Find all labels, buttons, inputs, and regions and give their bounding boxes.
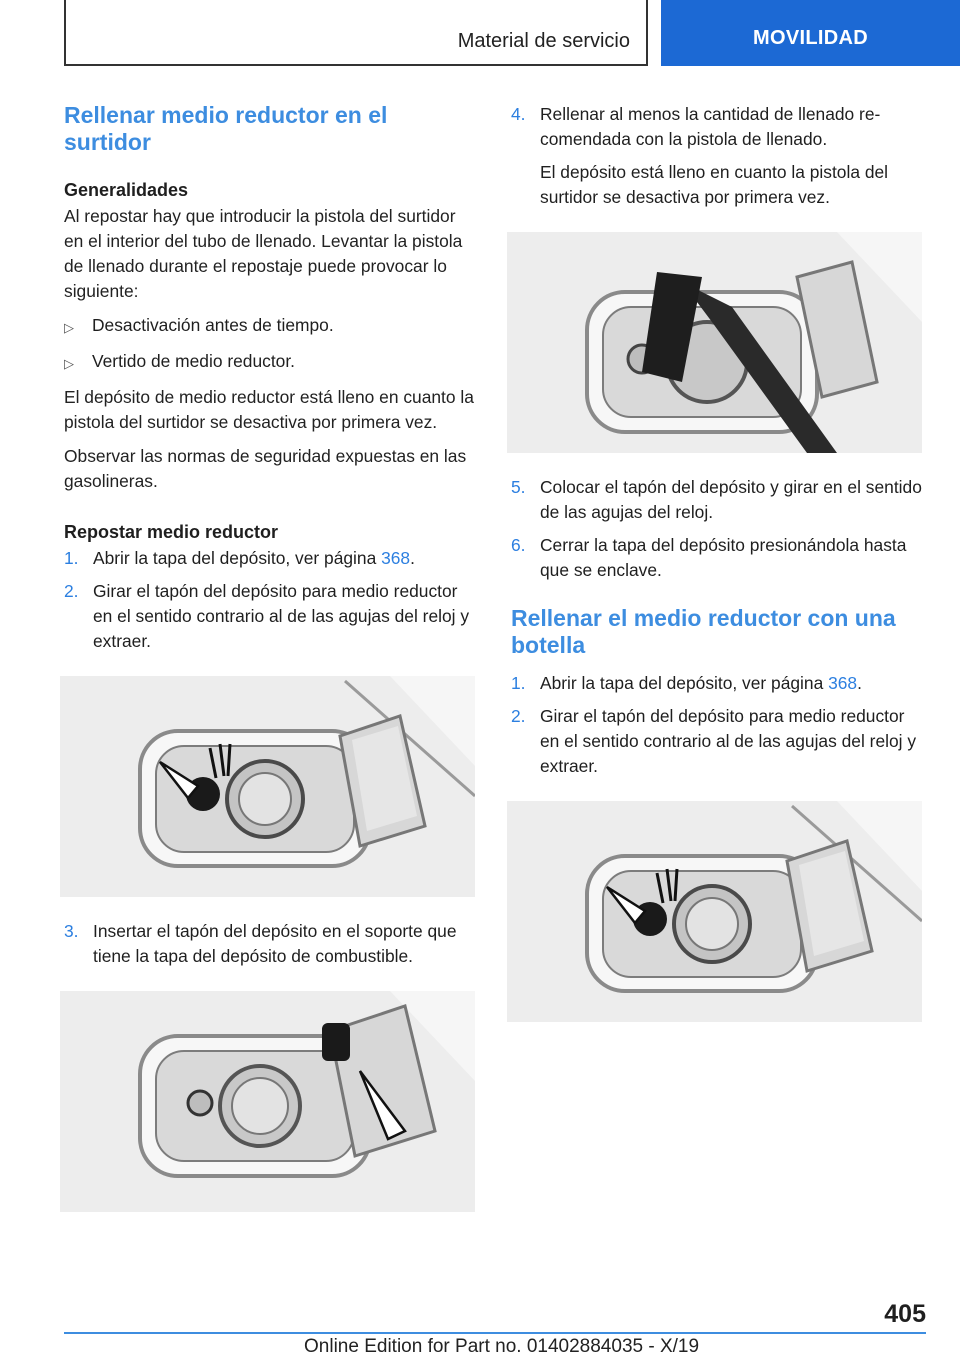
- step-number: 5.: [511, 477, 526, 497]
- step-text: Abrir la tapa del depósito, ver página: [540, 673, 829, 693]
- bullet-text: Vertido de medio reductor.: [92, 351, 296, 371]
- header-section-title: Material de servicio: [457, 30, 630, 52]
- step-item: [64, 579, 478, 654]
- left-column: [64, 102, 478, 1234]
- step-text: Abrir la tapa del depósito, ver página: [93, 548, 382, 568]
- step-number: 1.: [511, 673, 526, 693]
- section-title-surtidor: Rellenar medio reductor en el surtidor: [64, 102, 388, 155]
- step-text: Rellenar al menos la cantidad de llenado recomendada con la pistola de llenado.: [540, 104, 881, 149]
- right-column: [511, 102, 925, 1044]
- bullet-text: Desactivación antes de tiempo.: [92, 315, 334, 335]
- step-item: [511, 475, 925, 525]
- step-text-end: .: [410, 548, 415, 568]
- fuel-nozzle-illustration: [507, 232, 922, 453]
- step-number: 3.: [64, 921, 79, 941]
- step-text: Colocar el tapón del depósito y girar en el sentido de las agujas del reloj.: [540, 477, 922, 522]
- heading-repostar: Repostar medio reductor: [64, 522, 279, 542]
- footer-rule: [64, 1332, 926, 1334]
- step-number: 6.: [511, 535, 526, 555]
- step-text-end: .: [857, 673, 862, 693]
- bullet-item: [64, 313, 478, 340]
- step-number: 4.: [511, 104, 526, 124]
- section-title-botella: Rellenar el medio reductor con una botella: [511, 605, 896, 658]
- step-number: 2.: [64, 581, 79, 601]
- general-paragraph-3: Observar las normas de seguridad expuestas en las gasolineras.: [64, 446, 467, 491]
- step-text: Cerrar la tapa del depósito presionándola hasta que se enclave.: [540, 535, 907, 580]
- step-text: Girar el tapón del depósito para medio reductor en el sentido contrario al de las agujas del reloj y extraer.: [93, 581, 470, 651]
- fuel-cap-open-illustration-2: [507, 801, 922, 1022]
- step-item: [64, 919, 478, 969]
- footer-edition-text: Online Edition for Part no. 01402884035 - X/19: [304, 1336, 700, 1357]
- triangle-bullet-icon: ▷: [64, 356, 74, 371]
- step-number: 2.: [511, 706, 526, 726]
- step-item: [511, 533, 925, 583]
- step-text: Insertar el tapón del depósito en el soporte que tiene la tapa del depósito de combustible.: [93, 921, 457, 966]
- general-paragraph-2: El depósito de medio reductor está lleno en cuanto la pistola del surtidor se desactiva por primera vez.: [64, 387, 474, 432]
- step-subtext: El depósito está lleno en cuanto la pistola del surtidor se desactiva por primera vez.: [540, 162, 889, 207]
- step-item: [511, 102, 925, 210]
- step-item: [64, 546, 478, 571]
- step-item: [511, 671, 925, 696]
- fuel-cap-holder-illustration: [60, 991, 475, 1212]
- fuel-cap-open-illustration: [60, 676, 475, 897]
- page-link[interactable]: 368: [381, 548, 411, 568]
- triangle-bullet-icon: ▷: [64, 320, 74, 335]
- header-chapter-tab[interactable]: MOVILIDAD: [661, 0, 960, 66]
- page-link[interactable]: 368: [828, 673, 858, 693]
- page-number: 405: [884, 1300, 926, 1328]
- step-item: [511, 704, 925, 779]
- step-number: 1.: [64, 548, 79, 568]
- general-paragraph-1: Al repostar hay que introducir la pistola del surtidor en el interior del tubo de llenado. Levantar la pistola de llenado durante el repostaje puede provocar lo siguiente:: [64, 206, 463, 301]
- bullet-item: [64, 349, 478, 376]
- heading-generalidades: Generalidades: [64, 180, 189, 200]
- step-text: Girar el tapón del depósito para medio reductor en el sentido contrario al de las agujas del reloj y extraer.: [540, 706, 917, 776]
